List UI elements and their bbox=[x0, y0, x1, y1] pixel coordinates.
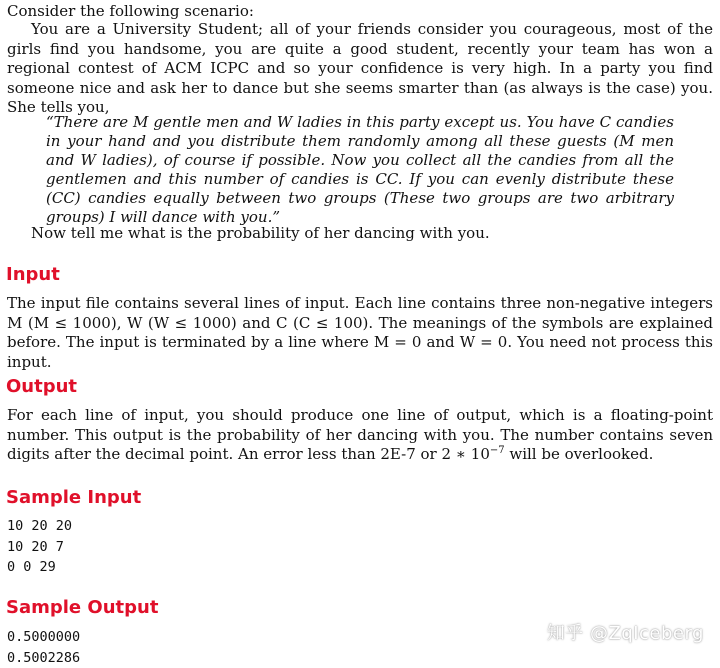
sample-output-heading: Sample Output bbox=[6, 597, 158, 618]
sample-input-line: 10 20 7 bbox=[7, 537, 72, 558]
intro-line: Consider the following scenario: bbox=[7, 2, 713, 22]
question-line: Now tell me what is the probability of her dancing with you. bbox=[31, 224, 711, 244]
sample-input-line: 0 0 29 bbox=[7, 557, 72, 578]
sample-input-block bbox=[7, 516, 72, 578]
input-heading: Input bbox=[6, 264, 60, 285]
sample-input-heading: Sample Input bbox=[6, 487, 141, 508]
story-paragraph: You are a University Student; all of your friends consider you courageous, most of the girls find you handsome, you are quite a good student, recently your team has won a regional contest of ACM ICPC and so your confidence is very high. In a party you find someone nice and ask her to dance but she seems smarter than (as always is the case) you. She tells you, bbox=[7, 20, 713, 118]
output-heading: Output bbox=[6, 376, 77, 397]
output-text-tail: will be overlooked. bbox=[505, 445, 654, 463]
output-text-main: For each line of input, you should produce one line of output, which is a floating-point number. This output is the probability of her dancing with you. The number contains seven digits after the decimal point. An error less than 2E-7 or 2 ∗ 10 bbox=[7, 406, 713, 463]
input-description: The input file contains several lines of input. Each line contains three non-negative integers M (M ≤ 1000), W (W ≤ 1000) and C (C ≤ 100). The meanings of the symbols are explained before. The input is terminated by a line where M = 0 and W = 0. You need not process this input. bbox=[7, 294, 713, 372]
output-description bbox=[7, 406, 713, 465]
sample-output-line: 0.5000000 bbox=[7, 627, 80, 648]
sample-output-block bbox=[7, 627, 80, 668]
quote-paragraph: “There are M gentle men and W ladies in this party except us. You have C candies in your hand and you distribute them randomly among all these guests (M men and W ladies), of course if possible. Now you collect all the candies from all the gentlemen and this number of candies is CC. If you can evenly distribute these (CC) candies equally between two groups (These two groups are two arbitrary groups) I will dance with you.” bbox=[46, 113, 674, 227]
output-exponent: −7 bbox=[490, 445, 505, 456]
sample-input-line: 10 20 20 bbox=[7, 516, 72, 537]
sample-output-line: 0.5002286 bbox=[7, 648, 80, 668]
watermark: 知乎 @ZqIceberg bbox=[547, 619, 704, 645]
